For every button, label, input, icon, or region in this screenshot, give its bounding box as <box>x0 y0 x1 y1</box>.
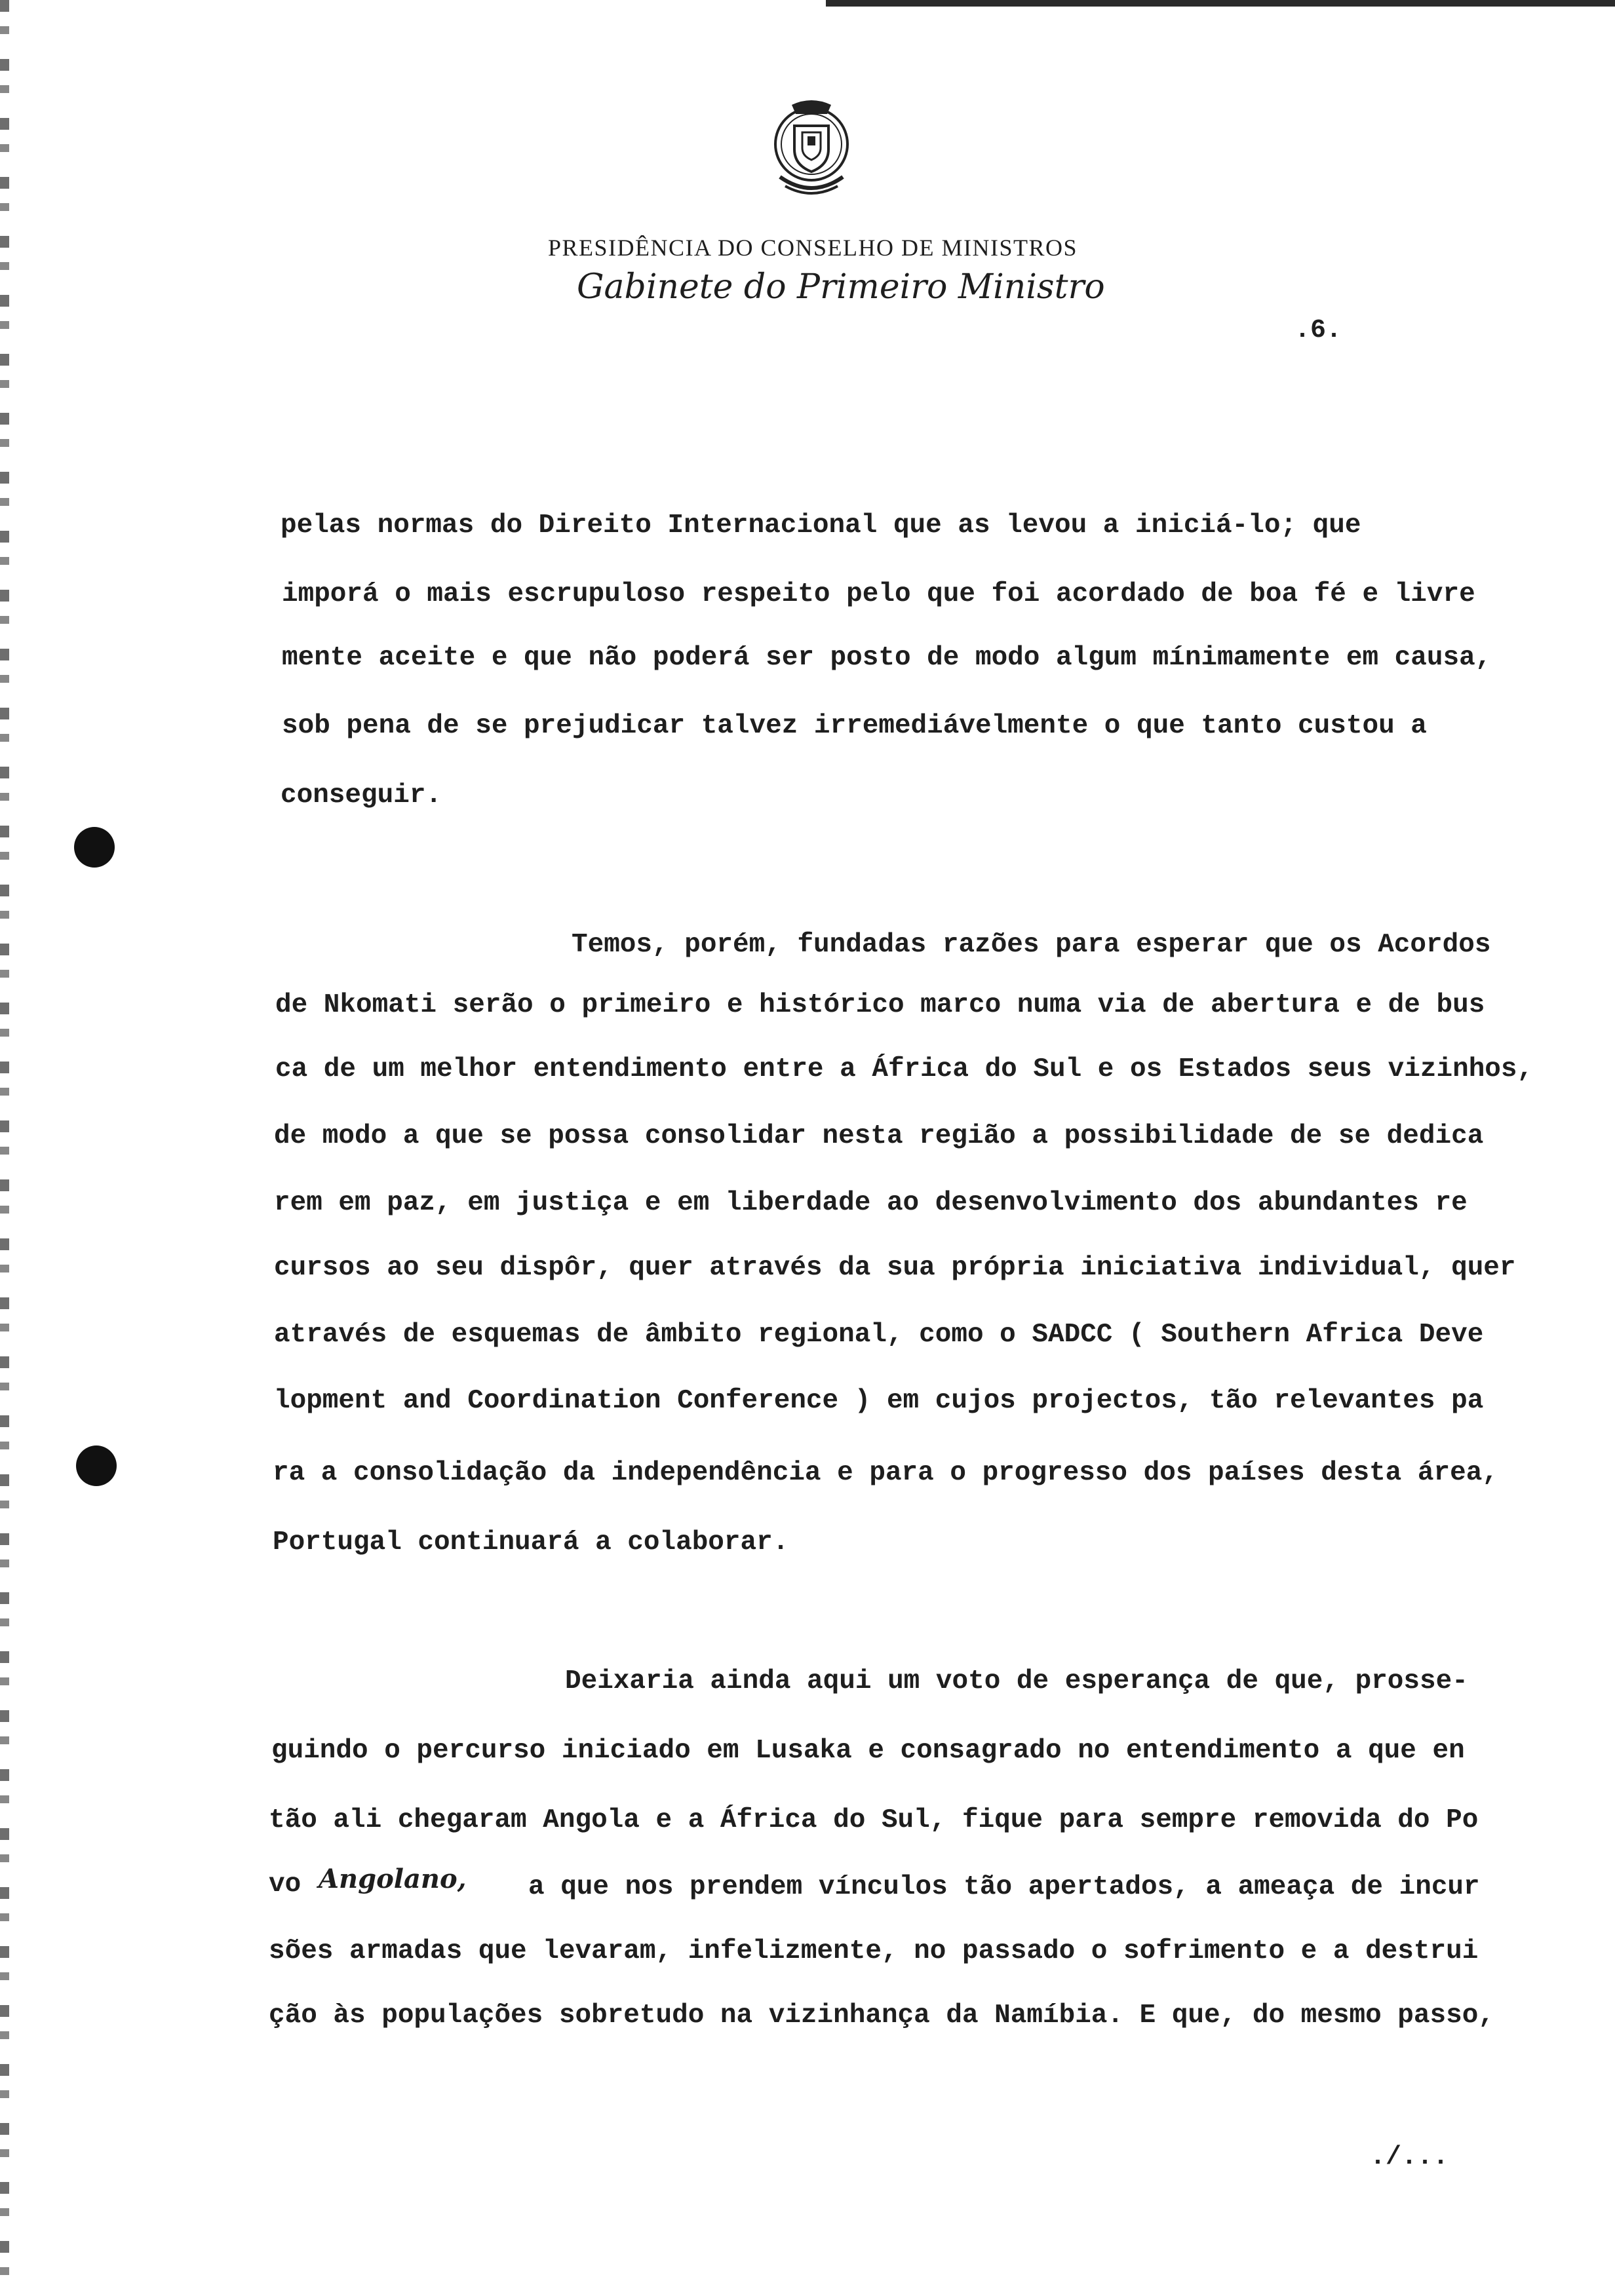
text-line: conseguir. <box>281 780 442 811</box>
text-line: sob pena de se prejudicar talvez irremediávelmente o que tanto custou a <box>282 711 1427 741</box>
coat-of-arms-emblem <box>766 93 857 204</box>
letterhead-title: PRESIDÊNCIA DO CONSELHO DE MINISTROS <box>547 235 1078 261</box>
text-line: Temos, porém, fundadas razões para esperar que os Acordos <box>572 930 1491 960</box>
handwritten-word: Angolano, <box>319 1864 467 1894</box>
text-line: Deixaria ainda aqui um voto de esperança de que, prosse- <box>565 1666 1468 1696</box>
text-line: sões armadas que levaram, infelizmente, no passado o sofrimento e a destrui <box>269 1936 1479 1966</box>
text-line: imporá o mais escrupuloso respeito pelo que foi acordado de boa fé e livre <box>282 579 1475 609</box>
punch-hole-top <box>74 827 115 868</box>
page-number: .6. <box>1294 316 1342 345</box>
text-line: ra a consolidação da independência e para o progresso dos países desta área, <box>273 1458 1498 1488</box>
scan-top-rule <box>826 0 1615 7</box>
scan-left-edge <box>0 0 9 2296</box>
text-line: pelas normas do Direito Internacional que as levou a iniciá-lo; que <box>281 510 1361 541</box>
text-line: mente aceite e que não poderá ser posto de modo algum mínimamente em causa, <box>282 643 1492 673</box>
text-line: cursos ao seu dispôr, quer através da sua própria iniciativa individual, quer <box>274 1253 1516 1283</box>
text-line: guindo o percurso iniciado em Lusaka e consagrado no entendimento a que en <box>271 1736 1465 1766</box>
text-line: a que nos prendem vínculos tão apertados, a ameaça de incur <box>528 1872 1480 1902</box>
continued-marker: ./... <box>1370 2143 1449 2172</box>
text-line: de modo a que se possa consolidar nesta região a possibilidade de se dedica <box>274 1121 1484 1151</box>
text-line: vo <box>269 1869 302 1900</box>
text-line: através de esquemas de âmbito regional, como o SADCC ( Southern Africa Deve <box>274 1320 1484 1350</box>
text-line: ca de um melhor entendimento entre a África do Sul e os Estados seus vizinhos, <box>275 1054 1534 1084</box>
text-line: Portugal continuará a colaborar. <box>273 1527 789 1558</box>
text-line: rem em paz, em justiça e em liberdade ao desenvolvimento dos abundantes re <box>274 1188 1468 1218</box>
cabinet-signature: Gabinete do Primeiro Ministro <box>577 267 1105 307</box>
text-line: tão ali chegaram Angola e a África do Sul, fique para sempre removida do Po <box>269 1805 1479 1835</box>
text-line: ção às populações sobretudo na vizinhança da Namíbia. E que, do mesmo passo, <box>269 2000 1494 2031</box>
punch-hole-bottom <box>76 1445 117 1486</box>
text-line: de Nkomati serão o primeiro e histórico marco numa via de abertura e de bus <box>275 990 1485 1020</box>
text-line: lopment and Coordination Conference ) em cujos projectos, tão relevantes pa <box>274 1386 1484 1416</box>
